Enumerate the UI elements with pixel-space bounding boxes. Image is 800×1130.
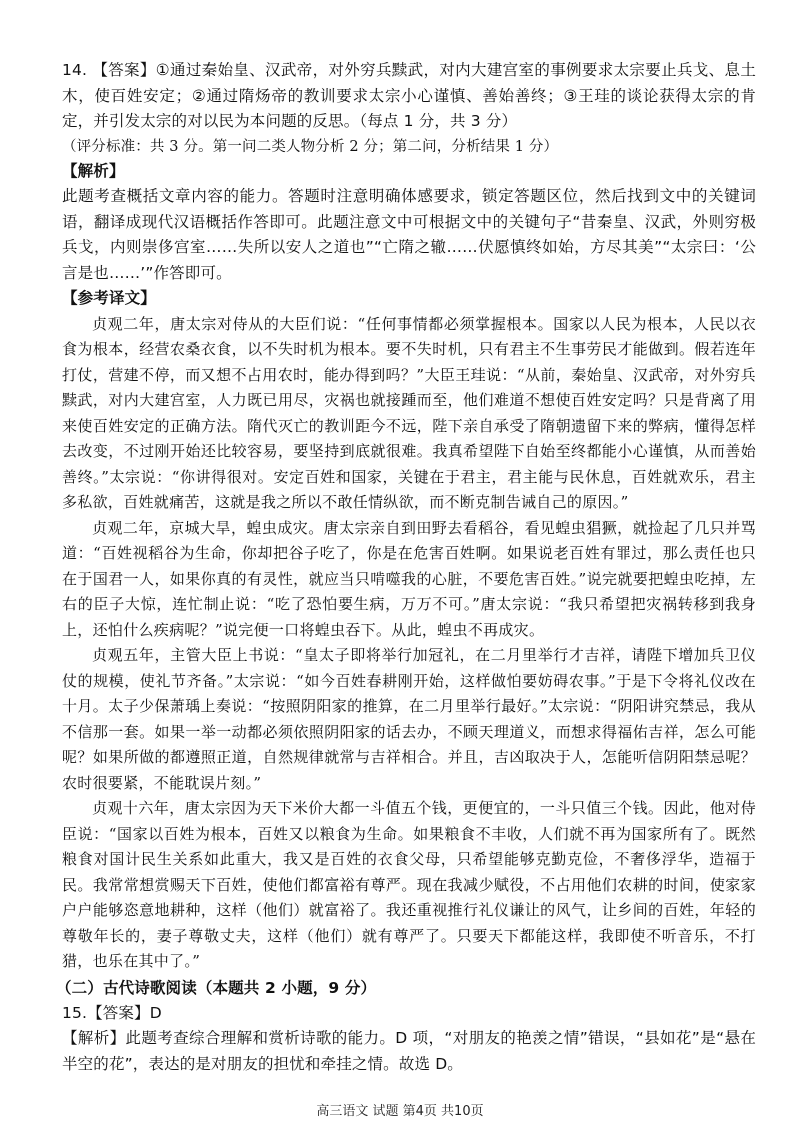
translation-paragraph-3: 贞观五年，主管大臣上书说：“皇太子即将举行加冠礼，在二月里举行才吉祥，请陛下增加兵卫仪仗的规模，使礼节齐备。”太宗说：“如今百姓春耕刚开始，这样做怕要妨碍农事。”于是下令将礼仪改在十月。太子少保萧瑀上奏说：“按照阴阳家的推算，在二月里举行最好。”太宗说：“阴阳讲究禁忌，我从不信那一套。如果一举一动都必须依照阴阳家的话去办，不顾天理道义，而想求得福佑吉祥，怎么可能呢？如果所做的都遵照正道，自然规律就常与吉祥相合。并且，吉凶取决于人，怎能听信阴阳禁忌呢？农时很要紧，不能耽误片刻。”: [62, 646, 756, 792]
q14-answer: 14. 【答案】①通过秦始皇、汉武帝，对外穷兵黩武，对内大建宫室的事例要求太宗要止兵戈、息土木，使百姓安定；②通过隋炀帝的教训要求太宗小心谨慎、善始善终；③王珪的谈论获得太宗的肯定，并引发太宗的对以民为本问题的反思。（每点 1 分，共 3 分）: [62, 61, 756, 130]
section-title-poetry: （二）古代诗歌阅读（本题共 2 小题，9 分）: [56, 978, 377, 997]
translation-paragraph-1: 贞观二年，唐太宗对侍从的大臣们说：“任何事情都必须掌握根本。国家以人民为根本，人民以衣食为根本，经营农桑衣食，以不失时机为根本。要不失时机，只有君主不生事劳民才能做到。假若连年打仗，营建不停，而又想不占用农时，能办得到吗？”大臣王珪说：“从前，秦始皇、汉武帝，对外穷兵黩武，对内大建宫室，人力既已用尽，灾祸也就接踵而至，他们难道不想使百姓安定吗？只是背离了用来使百姓安定的正确方法。隋代灭亡的教训距今不远，陛下亲自承受了隋朝遗留下来的弊病，懂得怎样去改变，不过刚开始还比较容易，要坚持到底就很难。我真希望陛下自始至终都能小心谨慎，从而善始善终。”太宗说：“你讲得很对。安定百姓和国家，关键在于君主，君主能与民休息，百姓就欢乐，君主多私欲，百姓就痛苦，这就是我之所以不敢任情纵欲，而不断克制告诫自己的原因。”: [62, 314, 756, 511]
q14-scoring-criteria: （评分标准：共 3 分。第一问二类人物分析 2 分；第二问，分析结果 1 分）: [62, 138, 559, 155]
translation-paragraph-2: 贞观二年，京城大旱，蝗虫成灾。唐太宗亲自到田野去看稻谷，看见蝗虫猖獗，就捡起了几只并骂道：“百姓视稻谷为生命，你却把谷子吃了，你是在危害百姓啊。如果说老百姓有罪过，那么责任也只在于国君一人，如果你真的有灵性，就应当只啃噬我的心脏，不要危害百姓。”说完就要把蝗虫吃掉，左右的臣子大惊，连忙制止说：“吃了恐怕要生病，万万不可。”唐太宗说：“我只希望把灾祸转移到我身上，还怕什么疾病呢？”说完便一口将蝗虫吞下。从此，蝗虫不再成灾。: [62, 518, 756, 639]
answer-page: [56, 58, 756, 1077]
q14-analysis-text: 此题考查概括文章内容的能力。答题时注意明确体感要求，锁定答题区位，然后找到文中的关键词语，翻译成现代汉语概括作答即可。此题注意文中可根据文中的关键句子“昔秦皇、汉武，外则穷极兵戈，内则崇侈宫室……失所以安人之道也”“亡隋之辙……伏愿慎终如始，方尽其美”“太宗曰：‘公言是也……’”作答即可。: [62, 187, 756, 282]
q15-analysis: 【解析】此题考查综合理解和赏析诗歌的能力。D 项，“对朋友的艳羡之情”错误，“县如花”是“悬在半空的花”，表达的是对朋友的担忧和牵挂之情。故选 D。: [62, 1029, 756, 1073]
q14-analysis-heading: 【解析】: [62, 161, 125, 180]
page-footer: 高三语文 试题 第4页 共10页: [316, 1104, 484, 1119]
translation-paragraph-4: 贞观十六年，唐太宗因为天下米价大都一斗值五个钱，更便宜的，一斗只值三个钱。因此，他对侍臣说：“国家以百姓为根本，百姓又以粮食为生命。如果粮食不丰收，人们就不再为国家所有了。既然粮食对国计民生关系如此重大，我又是百姓的衣食父母，只希望能够克勤克俭，不奢侈浮华，造福于民。我常常想赏赐天下百姓，使他们都富裕有尊严。现在我减少赋役，不占用他们农耕的时间，使家家户户能够恣意地耕种，这样（他们）就富裕了。我还重视推行礼仪谦让的风气，让乡间的百姓，年轻的尊敬年长的，妻子尊敬丈夫，这样（他们）就有尊严了。只要天下都能这样，我即使不听音乐，不打猎，也乐在其中了。”: [62, 799, 756, 970]
translation-heading: 【参考译文】: [62, 289, 156, 307]
q15-answer: 15.【答案】D: [62, 1003, 162, 1022]
